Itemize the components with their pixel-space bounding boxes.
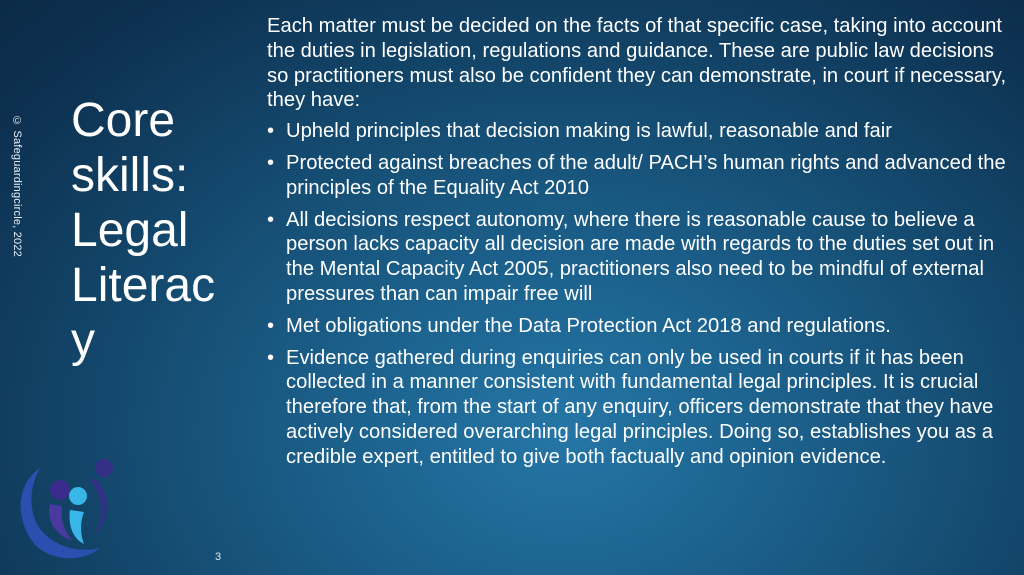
page-number: 3 xyxy=(215,551,222,563)
list-item xyxy=(267,314,1007,339)
bullet-icon: • xyxy=(267,120,275,143)
list-item xyxy=(267,346,1007,470)
bullet-list xyxy=(267,119,1007,469)
copyright-notice: © Safeguardingcircle, 2022 xyxy=(11,115,23,257)
slide-title xyxy=(71,93,246,368)
list-item xyxy=(267,119,1007,144)
slide-title-line: Literac xyxy=(71,259,216,312)
bullet-text: All decisions respect autonomy, where there is reasonable cause to believe a person lacks capacity all decision are made with regards to the duties set out in the Mental Capacity Act 2005, practitioners also need to be mindful of external pressures than can impair free will xyxy=(286,208,995,305)
safeguarding-circle-logo-icon xyxy=(10,448,125,563)
bullet-text: Met obligations under the Data Protection Act 2018 and regulations. xyxy=(286,314,891,337)
slide-title-line: Core xyxy=(71,94,176,147)
bullet-text: Upheld principles that decision making is lawful, reasonable and fair xyxy=(286,120,892,143)
slide-title-line: Legal xyxy=(71,204,189,257)
slide-title-line: skills: xyxy=(71,149,189,202)
bullet-text: Protected against breaches of the adult/ PACH’s human rights and advanced the principles of the Equality Act 2010 xyxy=(286,151,1006,199)
slide-title-line: y xyxy=(71,314,95,367)
bullet-icon: • xyxy=(267,208,275,231)
list-item xyxy=(267,208,1007,307)
slide-body xyxy=(267,14,1007,477)
intro-paragraph: Each matter must be decided on the facts of that specific case, taking into account the duties in legislation, regulations and guidance. These are public law decisions so practitioners must also be confident they can demonstrate, in court if necessary, they have: xyxy=(267,15,1007,112)
list-item xyxy=(267,151,1007,201)
bullet-icon: • xyxy=(267,314,275,337)
bullet-icon: • xyxy=(267,151,275,174)
bullet-text: Evidence gathered during enquiries can only be used in courts if it has been collected in a manner consistent with fundamental legal principles. It is crucial therefore that, from the start of any enquiry, officers demonstrate that they have actively considered overarching legal principles. Doing so, establishes you as a credible expert, entitled to give both factually and opinion evidence. xyxy=(286,346,994,468)
bullet-icon: • xyxy=(267,346,275,369)
